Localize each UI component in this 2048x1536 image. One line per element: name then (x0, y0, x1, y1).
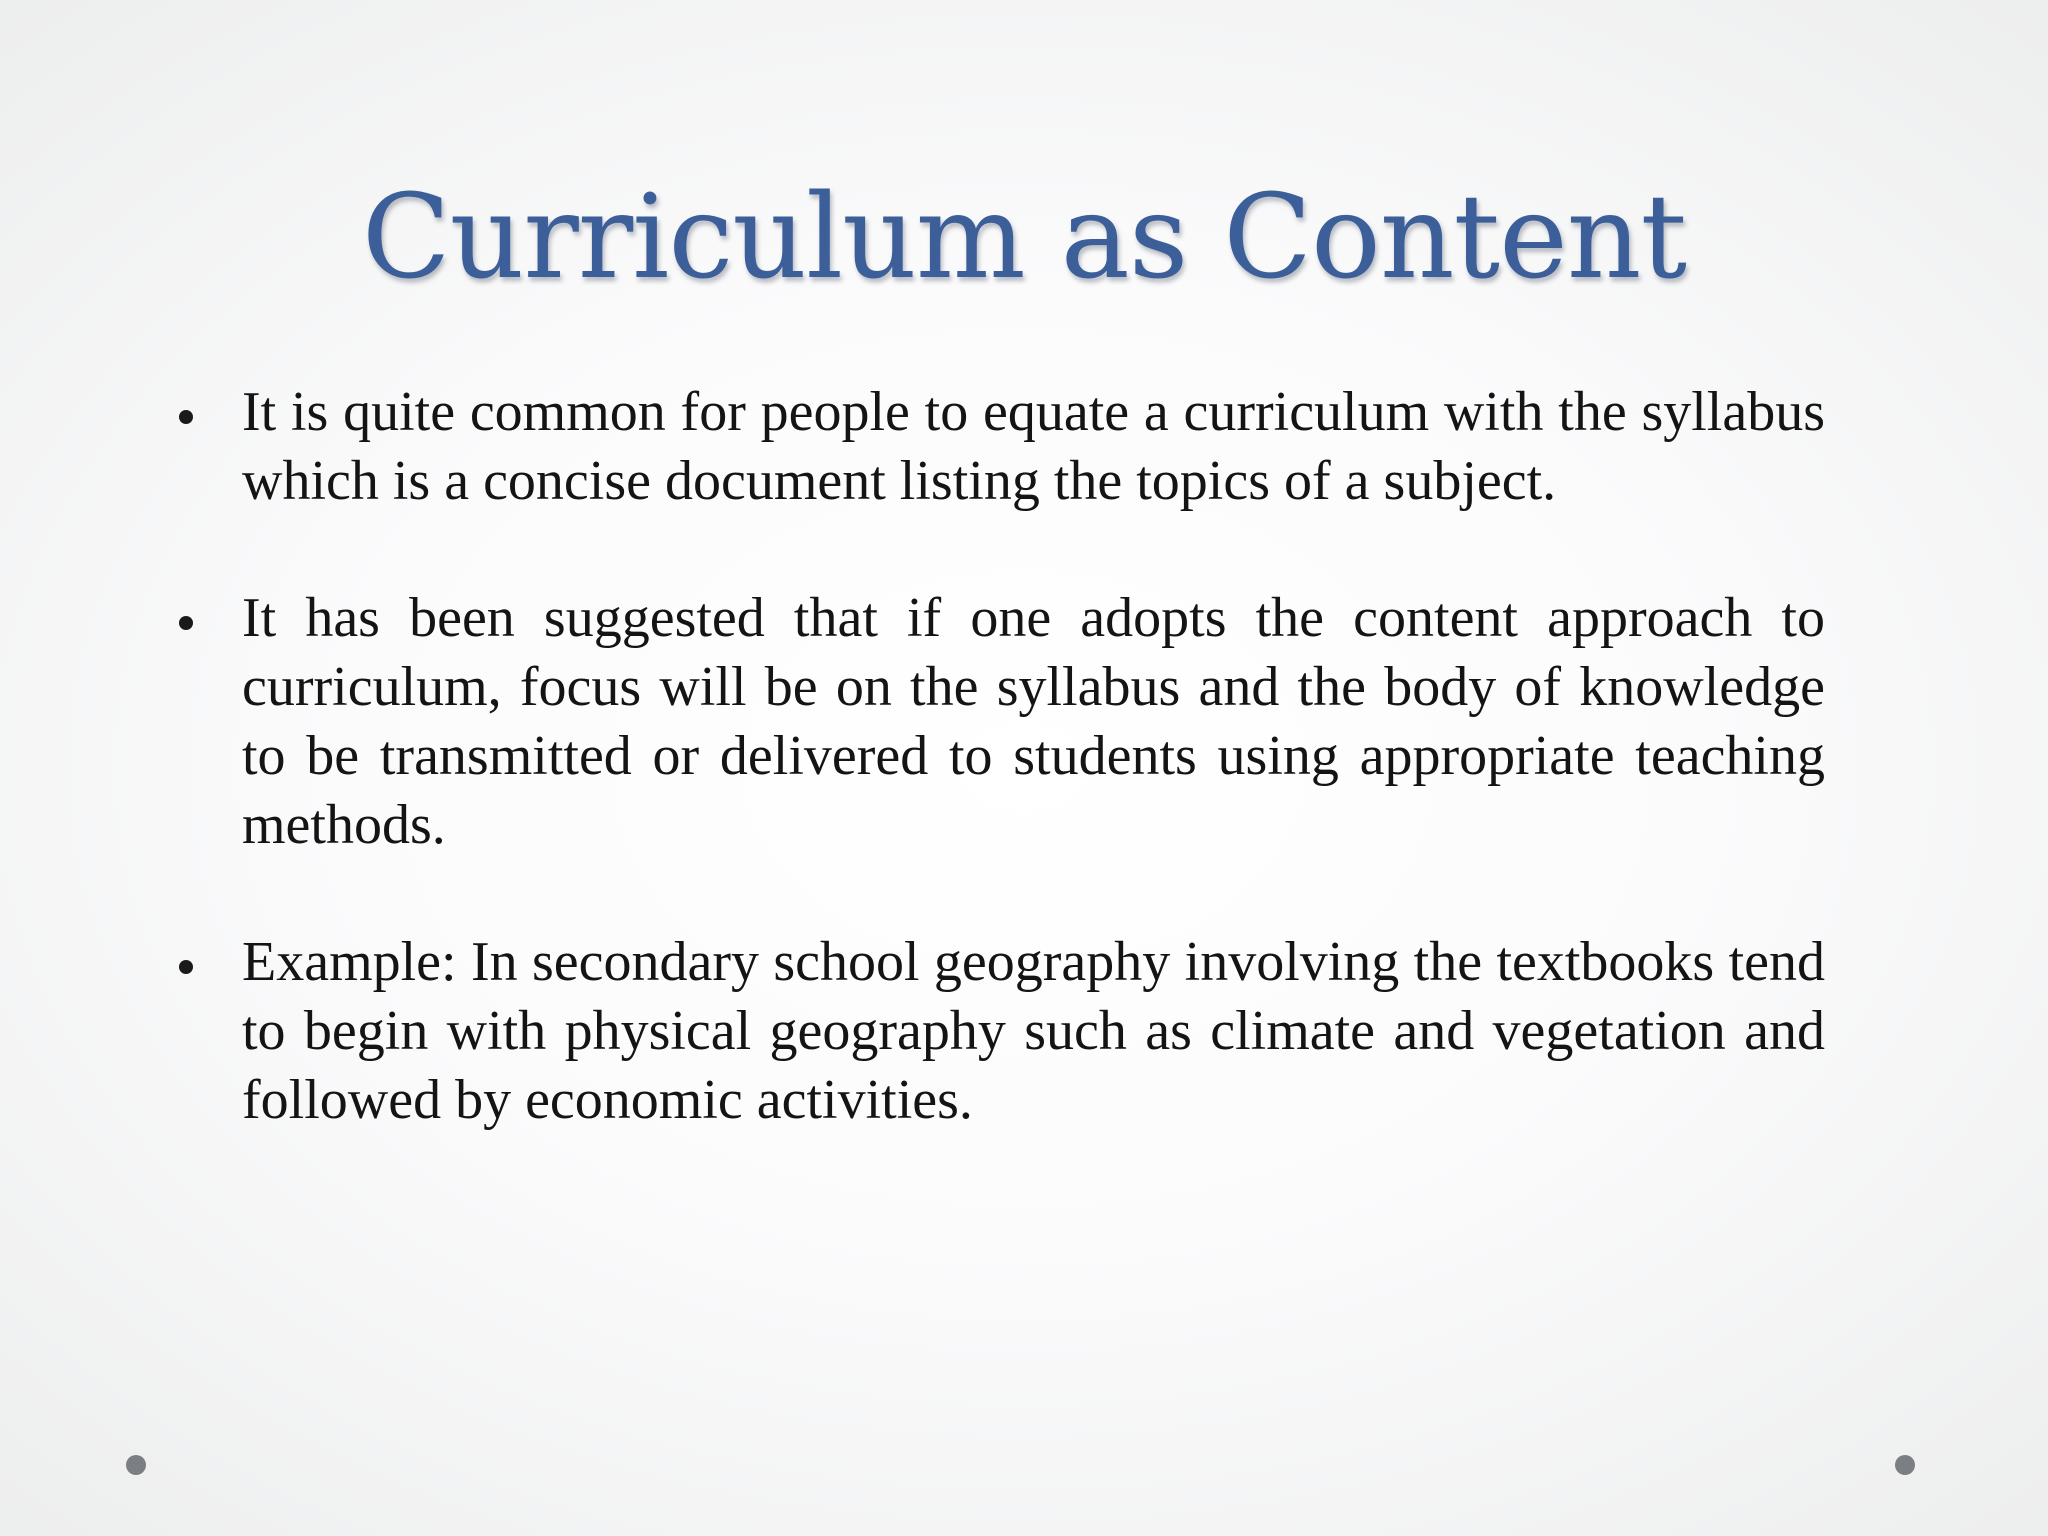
corner-dot-left-icon (126, 1455, 146, 1475)
bullet-text: It has been suggested that if one adopts the content approach to curriculum, focus will be on the syllabus and the body of knowledge to be transmitted or delivered to students using appropriate teaching methods. (242, 587, 1825, 856)
bullet-dot-icon (179, 616, 193, 630)
bullet-item (170, 378, 1825, 516)
corner-dot-right-icon (1895, 1455, 1915, 1475)
bullet-item (170, 584, 1825, 860)
bullet-text: Example: In secondary school geography involving the textbooks tend to begin with physical geography such as climate and vegetation and followed by economic activities. (242, 931, 1825, 1131)
bullet-dot-icon (179, 960, 193, 974)
bullet-text: It is quite common for people to equate a curriculum with the syllabus which is a concise document listing the topics of a subject. (242, 381, 1825, 512)
slide-title: Curriculum as Content (361, 170, 1687, 305)
bullet-item (170, 928, 1825, 1135)
bullet-list (170, 378, 1825, 1203)
bullet-dot-icon (179, 410, 193, 424)
